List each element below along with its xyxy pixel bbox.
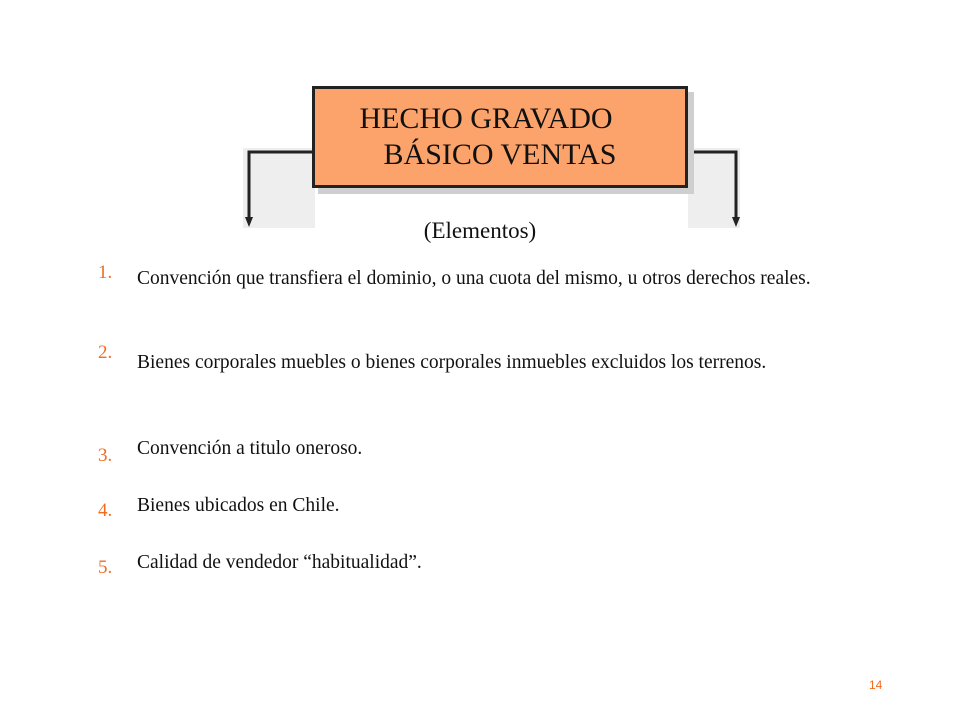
- item-text: Convención a titulo oneroso.: [137, 438, 363, 459]
- item-text: Convención que transfiera el dominio, o una cuota del mismo, u otros derechos reales.: [137, 268, 811, 289]
- item-number: 4.: [98, 500, 113, 521]
- item-number: 5.: [98, 557, 113, 578]
- item-text: Calidad de vendedor “habitualidad”.: [137, 552, 422, 573]
- page-number: 14: [869, 678, 883, 692]
- item-number: 2.: [98, 342, 113, 363]
- item-number: 3.: [98, 445, 113, 466]
- title-line-1: HECHO GRAVADO: [359, 102, 613, 135]
- item-number: 1.: [98, 262, 113, 283]
- title-box: [312, 86, 688, 188]
- subtitle: (Elementos): [423, 218, 537, 243]
- item-text: Bienes ubicados en Chile.: [137, 495, 340, 516]
- item-text: Bienes corporales muebles o bienes corporales inmuebles excluidos los terrenos.: [137, 352, 767, 373]
- title-line-2: BÁSICO VENTAS: [383, 138, 617, 171]
